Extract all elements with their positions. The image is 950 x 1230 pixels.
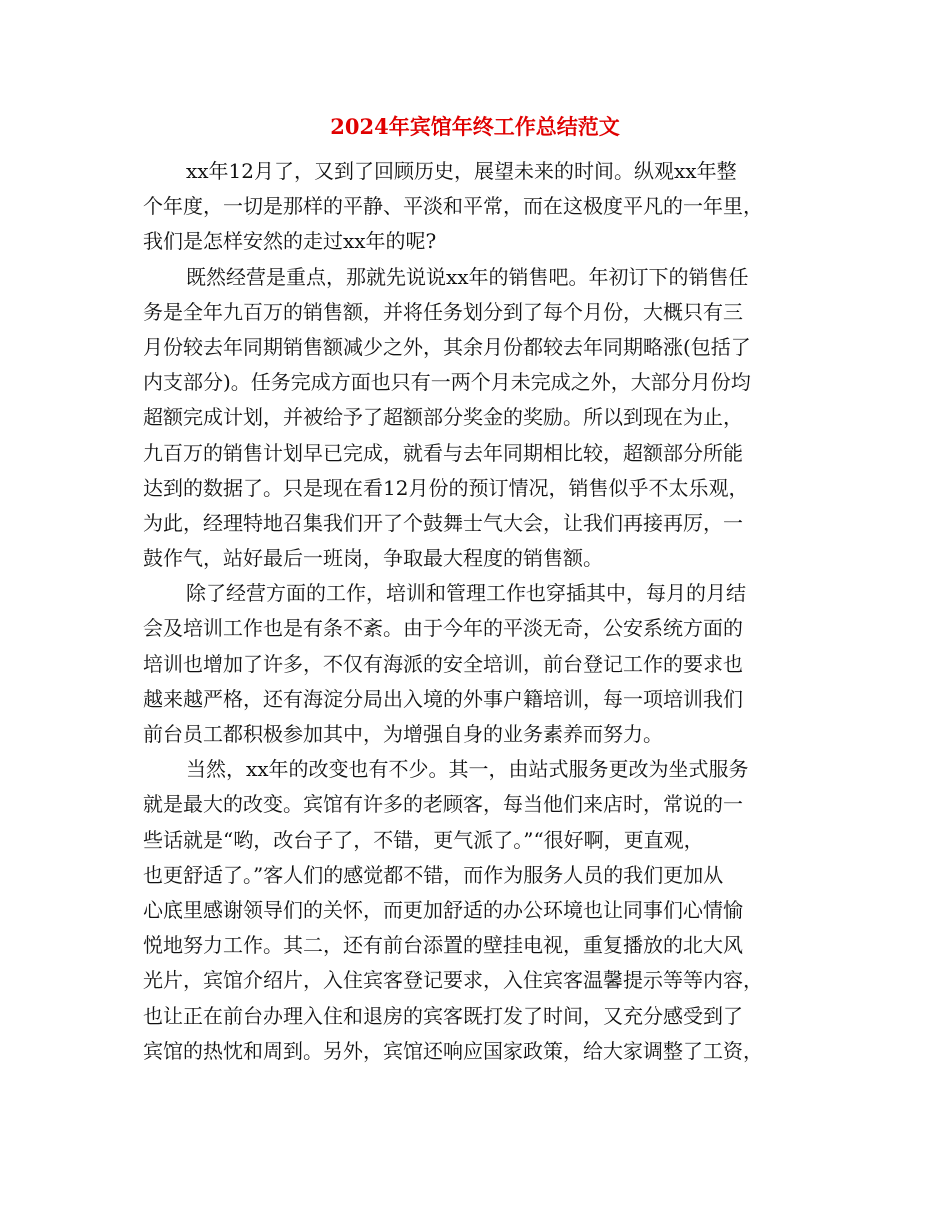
- text-line: 当然，xx年的改变也有不少。其一，由站式服务更改为坐式服务: [186, 757, 749, 782]
- text-line: 内支部分)。任务完成方面也只有一两个月未完成之外，大部分月份均: [143, 370, 751, 395]
- document-title: 2024年宾馆年终工作总结范文: [330, 114, 620, 139]
- text-line: 九百万的销售计划早已完成，就看与去年同期相比较，超额部分所能: [143, 440, 743, 465]
- text-line: 也让正在前台办理入住和退房的宾客既打发了时间，又充分感受到了: [143, 1003, 743, 1028]
- text-line: 心底里感谢领导们的关怀，而更加舒适的办公环境也让同事们心情愉: [143, 897, 743, 922]
- text-line: 培训也增加了许多，不仅有海派的安全培训，前台登记工作的要求也: [143, 651, 743, 676]
- text-line: 务是全年九百万的销售额，并将任务划分到了每个月份，大概只有三: [143, 299, 743, 324]
- text-line: 也更舒适了。”客人们的感觉都不错，而作为服务人员的我们更加从: [143, 862, 724, 887]
- text-line: 我们是怎样安然的走过xx年的呢?: [143, 229, 437, 254]
- document-body: [143, 154, 803, 1069]
- text-line: 光片，宾馆介绍片，入住宾客登记要求，入住宾客温馨提示等等内容，: [143, 968, 763, 993]
- text-line: 达到的数据了。只是现在看12月份的预订情况，销售似乎不太乐观，: [143, 475, 749, 500]
- text-line: 悦地努力工作。其二，还有前台添置的壁挂电视，重复播放的北大风: [143, 933, 743, 958]
- text-line: 鼓作气，站好最后一班岗，争取最大程度的销售额。: [143, 546, 603, 571]
- text-line: 些话就是“哟，改台子了，不错，更气派了。”“很好啊，更直观，: [143, 827, 704, 852]
- text-line: 既然经营是重点，那就先说说xx年的销售吧。年初订下的销售任: [186, 264, 749, 289]
- text-line: 越来越严格，还有海淀分局出入境的外事户籍培训，每一项培训我们: [143, 686, 743, 711]
- text-line: 个年度，一切是那样的平静、平淡和平常，而在这极度平凡的一年里，: [143, 194, 763, 219]
- text-line: 宾馆的热忱和周到。另外，宾馆还响应国家政策，给大家调整了工资，: [143, 1038, 763, 1063]
- text-line: 为此，经理特地召集我们开了个鼓舞士气大会，让我们再接再厉，一: [143, 510, 743, 535]
- text-line: 超额完成计划，并被给予了超额部分奖金的奖励。所以到现在为止，: [143, 405, 743, 430]
- text-line: 前台员工都积极参加其中，为增强自身的业务素养而努力。: [143, 722, 663, 746]
- text-line: xx年12月了，又到了回顾历史，展望未来的时间。纵观xx年整: [186, 159, 737, 183]
- text-line: 除了经营方面的工作，培训和管理工作也穿插其中，每月的月结: [186, 581, 746, 606]
- text-line: 就是最大的改变。宾馆有许多的老顾客，每当他们来店时，常说的一: [143, 792, 743, 817]
- text-line: 月份较去年同期销售额减少之外，其余月份都较去年同期略涨(包括了: [143, 334, 751, 359]
- text-line: 会及培训工作也是有条不紊。由于今年的平淡无奇，公安系统方面的: [143, 616, 743, 641]
